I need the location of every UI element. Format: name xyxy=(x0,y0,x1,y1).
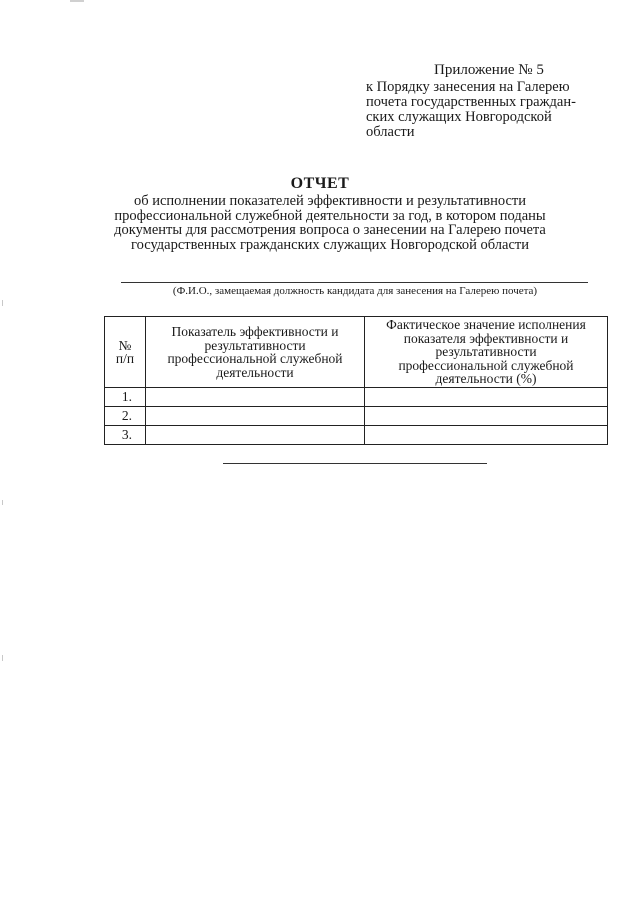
indicator-cell xyxy=(146,426,365,445)
table-header-row xyxy=(105,317,608,388)
report-subtitle-line: документы для рассмотрения вопроса о занесении на Галерею почета xyxy=(114,222,546,238)
table-row xyxy=(105,407,608,426)
appendix-reference-line: области xyxy=(366,124,415,140)
indicator-cell xyxy=(146,388,365,407)
report-subtitle xyxy=(100,194,560,252)
report-title: ОТЧЕТ xyxy=(290,175,350,192)
value-cell xyxy=(365,388,608,407)
value-cell xyxy=(365,407,608,426)
row-number: 1. xyxy=(105,388,146,407)
appendix-reference-line: ских служащих Новгородской xyxy=(366,109,552,125)
appendix-reference-line: к Порядку занесения на Галерею xyxy=(366,79,570,95)
column-header-indicator: Показатель эффективности и результативности профессиональной служебной деятельности xyxy=(146,317,365,388)
scan-artifact-edge xyxy=(2,655,3,661)
value-cell xyxy=(365,426,608,445)
report-subtitle-line: профессиональной служебной деятельности за год, в котором поданы xyxy=(114,207,546,224)
appendix-reference xyxy=(366,80,611,140)
scan-artifact-top xyxy=(70,0,84,2)
scan-artifact-edge xyxy=(2,500,3,505)
appendix-reference-line: почета государственных граждан- xyxy=(366,94,576,110)
indicators-table xyxy=(104,316,608,445)
closing-line xyxy=(223,463,487,464)
signature-caption: (Ф.И.О., замещаемая должность кандидата для занесения на Галерею почета) xyxy=(172,285,538,297)
row-number: 2. xyxy=(105,407,146,426)
table-row xyxy=(105,426,608,445)
column-header-number: № п/п xyxy=(105,317,146,388)
row-number: 3. xyxy=(105,426,146,445)
appendix-title: Приложение № 5 xyxy=(434,62,544,78)
column-header-actual-value: Фактическое значение исполнения показателя эффективности и результативности профессиональной служебной деятельности (%) xyxy=(365,317,608,388)
report-subtitle-line: об исполнении показателей эффективности и результативности xyxy=(133,193,527,209)
signature-line xyxy=(121,282,588,283)
table-row xyxy=(105,388,608,407)
indicator-cell xyxy=(146,407,365,426)
scan-artifact-edge xyxy=(2,300,3,306)
report-subtitle-line: государственных гражданских служащих Новгородской области xyxy=(131,236,529,253)
